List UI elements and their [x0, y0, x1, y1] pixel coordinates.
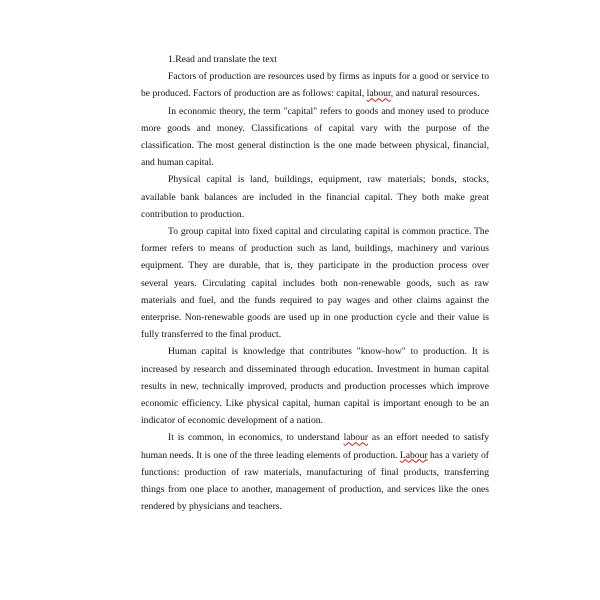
text-segment: , and natural resources.: [390, 88, 480, 100]
spellcheck-word-labour[interactable]: labour: [343, 432, 369, 444]
text-segment: as an effort needed to satisfy human needs. It is one of the three leading elements of production.: [141, 432, 489, 461]
paragraph-capital-definition: In economic theory, the term "capital" refers to goods and money used to produce more goods and money. Classifications of capital vary with the purpose of the classification. The most general distinction is the one made between physical, financial, and human capital.: [141, 105, 489, 169]
paragraph-fixed-circulating-capital: To group capital into fixed capital and circulating capital is common practice. The former refers to means of production such as land, buildings, machinery and various equipment. They are durable, that is, they participate in the production process over several years. Circulating capital includes both non-renewable goods, such as raw materials and fuel, and the funds required to pay wages and other claims against the enterprise. Non-renewable goods are used up in one production cycle and their value is fully transferred to the final product.: [141, 226, 489, 341]
document-heading: 1.Read and translate the text: [168, 54, 277, 65]
paragraph-factors-of-production: [141, 68, 489, 102]
paragraph-labour: [141, 429, 489, 515]
spellcheck-word-labour-capitalized[interactable]: Labour: [399, 449, 428, 461]
spellcheck-word-labour[interactable]: labour: [366, 88, 391, 100]
text-segment: Factors of production are resources used by firms as inputs for a good or service to be produced. Factors of production are as follows: capital,: [141, 71, 489, 100]
document-page: [141, 51, 489, 515]
text-segment: It is common, in economics, to understand: [168, 432, 344, 444]
paragraph-human-capital: Human capital is knowledge that contributes "know-how" to production. It is increased by research and disseminated through education. Investment in human capital results in new, technically improved, products and production processes which improve economic efficiency. Like physical capital, human capital is important enough to be an indicator of economic development of a nation.: [141, 346, 489, 427]
text-segment: has a variety of functions: production of raw materials, manufacturing of final products, transferring things from one place to another, management of production, and services like the ones rendered by physicians and teachers.: [141, 449, 489, 513]
paragraph-physical-capital: Physical capital is land, buildings, equipment, raw materials; bonds, stocks, available bank balances are included in the financial capital. They both make great contribution to production.: [141, 174, 489, 220]
